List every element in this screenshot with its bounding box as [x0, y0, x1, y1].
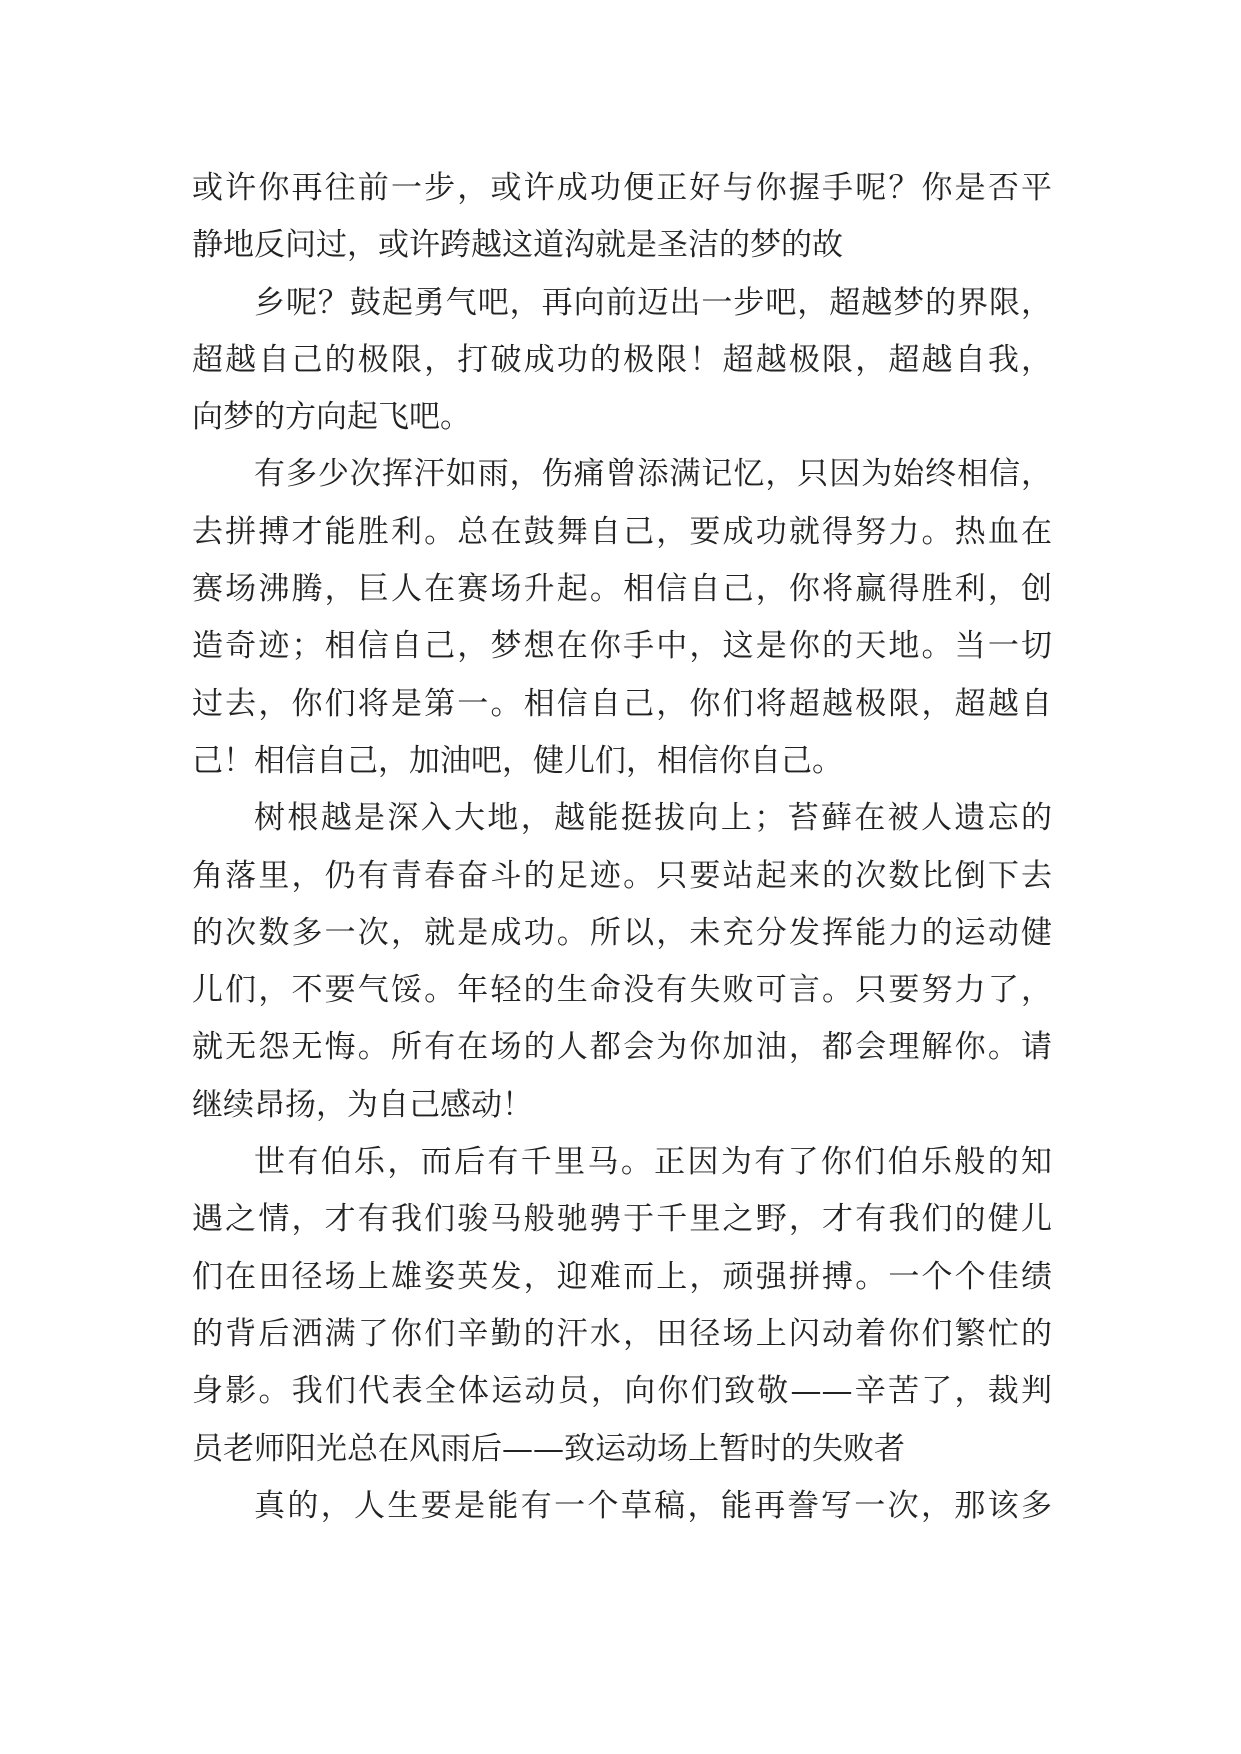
text-line: 乡呢？鼓起勇气吧，再向前迈出一步吧，超越梦的界限， [254, 284, 1052, 321]
text-line: 继续昂扬，为自己感动！ [192, 1086, 533, 1123]
text-line: 真的，人生要是能有一个草稿，能再誊写一次，那该多 [254, 1487, 1052, 1524]
text-line: 向梦的方向起飞吧。 [192, 399, 471, 436]
paragraph-6 [192, 1478, 1052, 1535]
text-line: 的次数多一次，就是成功。所以，未充分发挥能力的运动健 [192, 914, 1052, 951]
text-line: 们在田径场上雄姿英发，迎难而上，顽强拼搏。一个个佳绩 [192, 1258, 1052, 1295]
text-line: 过去，你们将是第一。相信自己，你们将超越极限，超越自 [192, 685, 1052, 722]
text-line: 员老师阳光总在风雨后——致运动场上暂时的失败者 [192, 1430, 905, 1467]
paragraph-2 [192, 275, 1052, 447]
paragraph-3 [192, 446, 1052, 790]
text-line: 或许你再往前一步，或许成功便正好与你握手呢？你是否平 [192, 170, 1052, 206]
text-line: 就无怨无悔。所有在场的人都会为你加油，都会理解你。请 [192, 1029, 1052, 1066]
document-body [192, 160, 1052, 1535]
text-line: 身影。我们代表全体运动员，向你们致敬——辛苦了，裁判 [192, 1373, 1052, 1410]
paragraph-4 [192, 790, 1052, 1134]
text-line: 静地反问过，或许跨越这道沟就是圣洁的梦的故 [192, 227, 843, 264]
text-line: 己！相信自己，加油吧，健儿们，相信你自己。 [192, 742, 843, 779]
text-line: 遇之情，才有我们骏马般驰骋于千里之野，才有我们的健儿 [192, 1201, 1052, 1238]
text-line: 角落里，仍有青春奋斗的足迹。只要站起来的次数比倒下去 [192, 857, 1052, 894]
text-line: 的背后洒满了你们辛勤的汗水，田径场上闪动着你们繁忙的 [192, 1315, 1052, 1352]
text-line: 有多少次挥汗如雨，伤痛曾添满记忆，只因为始终相信， [254, 456, 1052, 493]
text-line: 儿们，不要气馁。年轻的生命没有失败可言。只要努力了， [192, 972, 1052, 1009]
paragraph-1 [192, 160, 1052, 275]
text-line: 赛场沸腾，巨人在赛场升起。相信自己，你将赢得胜利，创 [192, 571, 1052, 608]
text-line: 世有伯乐，而后有千里马。正因为有了你们伯乐般的知 [254, 1144, 1052, 1181]
paragraph-5 [192, 1134, 1052, 1478]
text-line: 去拼搏才能胜利。总在鼓舞自己，要成功就得努力。热血在 [192, 513, 1052, 550]
text-line: 树根越是深入大地，越能挺拔向上；苔藓在被人遗忘的 [254, 800, 1052, 837]
text-line: 超越自己的极限，打破成功的极限！超越极限，超越自我， [192, 341, 1052, 378]
text-line: 造奇迹；相信自己，梦想在你手中，这是你的天地。当一切 [192, 628, 1052, 665]
